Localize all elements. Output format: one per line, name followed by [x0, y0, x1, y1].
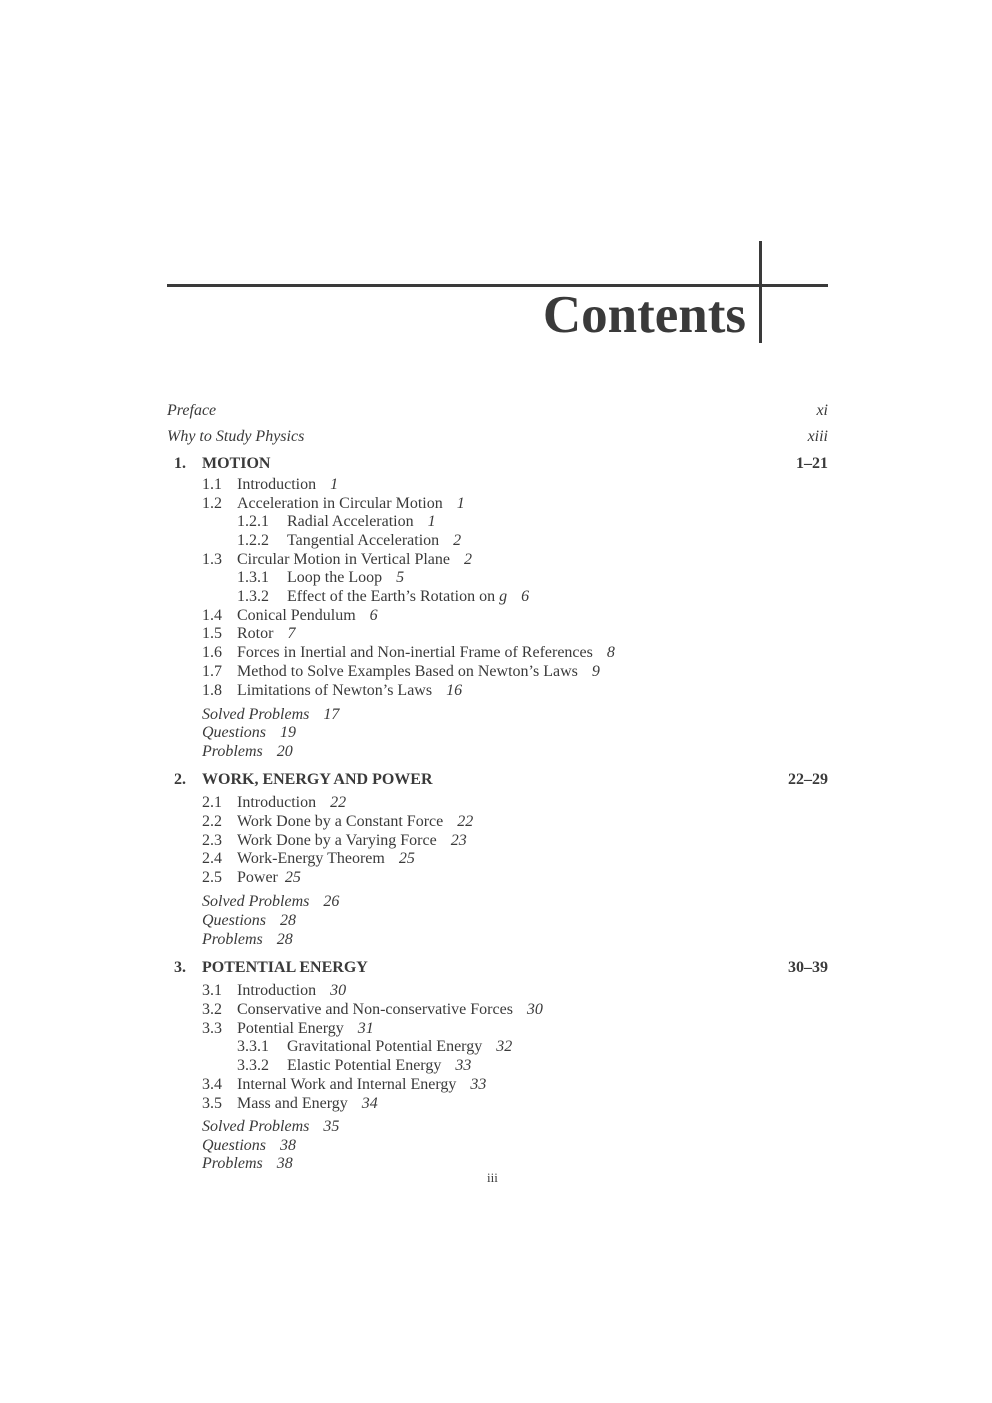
section-entry — [237, 550, 472, 569]
chapter-number: 2. — [174, 771, 186, 788]
section-title: Power — [237, 869, 278, 886]
subsection-entry — [287, 531, 461, 550]
section-page: 22 — [330, 794, 347, 811]
section-page: 2 — [464, 551, 472, 568]
chapter-extra-entry — [202, 1117, 339, 1136]
subsection-entry — [287, 1056, 471, 1075]
section-number: 3.2 — [202, 1001, 222, 1018]
section-number: 3.5 — [202, 1095, 222, 1112]
toc-front-page: xiii — [807, 428, 828, 445]
section-page: 30 — [526, 1001, 543, 1018]
subsection-page: 1 — [427, 513, 436, 530]
chapter-extra-entry — [202, 911, 296, 930]
section-entry — [237, 494, 465, 513]
chapter-extra-entry — [202, 723, 296, 742]
subsection-entry — [287, 568, 404, 587]
section-page: 34 — [361, 1095, 378, 1112]
extra-page: 19 — [280, 724, 296, 741]
subsection-page: 32 — [496, 1038, 513, 1055]
subsection-number: 3.3.2 — [237, 1057, 269, 1074]
section-entry — [237, 1000, 543, 1019]
section-number: 2.1 — [202, 794, 222, 811]
subsection-title-variable: g — [499, 588, 508, 605]
subsection-title: Effect of the Earth’s Rotation on — [287, 588, 496, 605]
chapter-extra-entry — [202, 892, 339, 911]
section-entry — [237, 681, 462, 700]
section-title: Conservative and Non-conservative Forces — [237, 1001, 513, 1018]
section-page: 22 — [457, 813, 474, 830]
extra-page: 35 — [323, 1118, 340, 1135]
chapter-extra-entry — [202, 1154, 293, 1173]
section-entry — [237, 1075, 486, 1094]
extra-page: 26 — [323, 893, 340, 910]
subsection-entry — [287, 587, 529, 606]
subsection-number: 1.2.1 — [237, 513, 269, 530]
section-title: Forces in Inertial and Non-inertial Frame of References — [237, 644, 593, 661]
section-entry — [237, 981, 346, 1000]
section-number: 1.7 — [202, 663, 222, 680]
extra-page: 28 — [276, 931, 293, 948]
section-page: 7 — [287, 625, 296, 642]
chapter-extra-entry — [202, 930, 293, 949]
extra-page: 20 — [276, 743, 293, 760]
section-page: 16 — [446, 682, 463, 699]
section-entry — [237, 793, 346, 812]
section-title: Limitations of Newton’s Laws — [237, 682, 433, 699]
chapter-number: 3. — [174, 959, 186, 976]
section-number: 3.3 — [202, 1020, 222, 1037]
section-entry — [237, 812, 473, 831]
subsection-number: 1.3.1 — [237, 569, 269, 586]
section-title: Work-Energy Theorem — [237, 850, 385, 867]
subsection-page: 2 — [453, 532, 462, 549]
chapter-number: 1. — [174, 455, 186, 472]
subsection-title: Gravitational Potential Energy — [287, 1038, 483, 1055]
section-page: 6 — [369, 607, 378, 624]
section-title: Acceleration in Circular Motion — [237, 495, 443, 512]
chapter-extra-entry — [202, 1136, 296, 1155]
extra-title: Solved Problems — [202, 893, 310, 910]
section-title: Work Done by a Varying Force — [237, 832, 437, 849]
section-title: Introduction — [237, 982, 317, 999]
section-entry — [237, 1019, 374, 1038]
subsection-title: Tangential Acceleration — [287, 532, 440, 549]
section-title: Internal Work and Internal Energy — [237, 1076, 457, 1093]
section-page: 25 — [284, 869, 301, 886]
chapter-extra-entry — [202, 705, 339, 724]
chapter-pages: 1–21 — [796, 455, 828, 472]
subsection-page: 6 — [521, 588, 530, 605]
section-title: Circular Motion in Vertical Plane — [237, 551, 450, 568]
section-title: Introduction — [237, 794, 317, 811]
section-title: Rotor — [237, 625, 274, 642]
section-page: 9 — [591, 663, 600, 680]
extra-title: Problems — [202, 931, 263, 948]
section-entry — [237, 624, 295, 643]
extra-title: Questions — [202, 1137, 266, 1154]
section-title: Conical Pendulum — [237, 607, 356, 624]
extra-page: 17 — [323, 706, 340, 723]
extra-title: Solved Problems — [202, 706, 310, 723]
section-page: 30 — [330, 982, 347, 999]
section-number: 1.5 — [202, 625, 222, 642]
section-title: Work Done by a Constant Force — [237, 813, 444, 830]
extra-page: 28 — [280, 912, 296, 929]
chapter-extra-entry — [202, 742, 293, 761]
section-number: 1.2 — [202, 495, 222, 512]
page-folio: iii — [487, 1170, 498, 1185]
section-page: 1 — [456, 495, 465, 512]
section-number: 2.4 — [202, 850, 222, 867]
subsection-title: Loop the Loop — [287, 569, 383, 586]
extra-title: Problems — [202, 743, 263, 760]
subsection-number: 3.3.1 — [237, 1038, 269, 1055]
section-title: Introduction — [237, 476, 317, 493]
section-number: 2.5 — [202, 869, 222, 886]
section-page: 1 — [330, 476, 339, 493]
section-number: 1.3 — [202, 551, 222, 568]
heading-rule-vertical — [759, 241, 762, 343]
chapter-pages: 30–39 — [788, 959, 828, 976]
extra-title: Questions — [202, 724, 266, 741]
section-entry — [237, 849, 415, 868]
section-entry — [237, 868, 301, 887]
chapter-pages: 22–29 — [788, 771, 828, 788]
subsection-title: Radial Acceleration — [287, 513, 414, 530]
toc-front-page: xi — [816, 402, 828, 419]
extra-title: Questions — [202, 912, 266, 929]
subsection-entry — [287, 1037, 512, 1056]
section-number: 3.4 — [202, 1076, 222, 1093]
chapter-title: POTENTIAL ENERGY — [202, 959, 368, 976]
chapter-title: WORK, ENERGY AND POWER — [202, 771, 433, 788]
toc-front-title: Preface — [167, 402, 217, 419]
extra-page: 38 — [280, 1137, 296, 1154]
page-title: Contents — [542, 286, 746, 344]
section-entry — [237, 662, 600, 681]
section-title: Method to Solve Examples Based on Newton’s Laws — [237, 663, 578, 680]
section-page: 31 — [357, 1020, 374, 1037]
section-title: Potential Energy — [237, 1020, 344, 1037]
section-entry — [237, 643, 615, 662]
section-number: 2.2 — [202, 813, 222, 830]
toc-front-title: Why to Study Physics — [167, 428, 305, 445]
extra-title: Solved Problems — [202, 1118, 310, 1135]
subsection-number: 1.3.2 — [237, 588, 269, 605]
section-entry — [237, 606, 378, 625]
subsection-entry — [287, 512, 436, 531]
section-number: 1.1 — [202, 476, 222, 493]
section-entry — [237, 831, 467, 850]
section-number: 1.4 — [202, 607, 222, 624]
section-page: 25 — [398, 850, 415, 867]
extra-title: Problems — [202, 1155, 263, 1172]
section-number: 2.3 — [202, 832, 222, 849]
section-entry — [237, 1094, 378, 1113]
section-number: 3.1 — [202, 982, 222, 999]
subsection-number: 1.2.2 — [237, 532, 269, 549]
extra-page: 38 — [276, 1155, 293, 1172]
subsection-title: Elastic Potential Energy — [287, 1057, 442, 1074]
section-number: 1.8 — [202, 682, 222, 699]
chapter-title: MOTION — [202, 455, 271, 472]
section-title: Mass and Energy — [237, 1095, 348, 1112]
section-number: 1.6 — [202, 644, 222, 661]
section-entry — [237, 475, 338, 494]
section-page: 33 — [470, 1076, 487, 1093]
section-page: 8 — [606, 644, 615, 661]
subsection-page: 33 — [455, 1057, 472, 1074]
section-page: 23 — [450, 832, 467, 849]
subsection-page: 5 — [396, 569, 405, 586]
